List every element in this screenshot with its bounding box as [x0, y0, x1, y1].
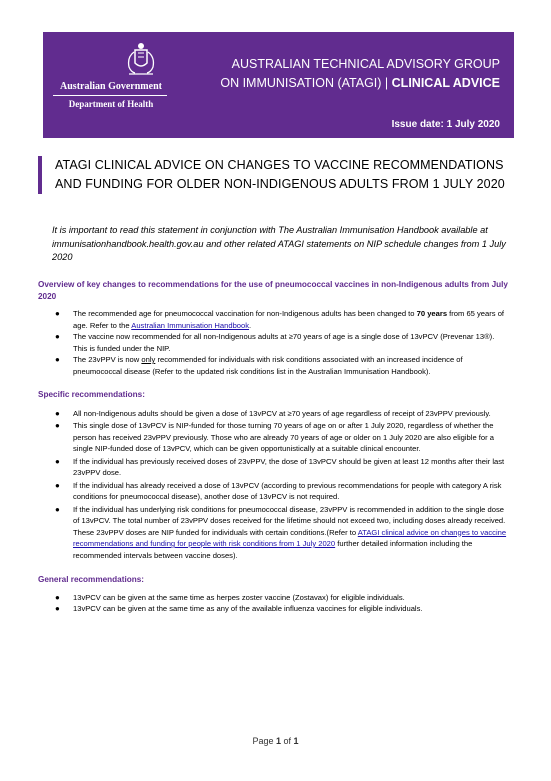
list-item [38, 408, 508, 420]
bullet-icon: ● [55, 504, 60, 514]
specific-b1-text: All non-Indigenous adults should be given a dose of 13vPCV at ≥70 years of age regardless of receipt of 23vPPV previously. [73, 408, 491, 418]
banner-title-line2 [180, 74, 500, 93]
page-title: ATAGI CLINICAL ADVICE ON CHANGES TO VACCINE RECOMMENDATIONS AND FUNDING FOR OLDER NON-INDIGENOUS ADULTS FROM 1 JULY 2020 [38, 156, 515, 194]
banner-title [180, 55, 500, 93]
specific-b5-text: If the individual has underlying risk conditions for pneumococcal disease, 23vPPV is recommended in addition to the single dose of 13vPCV. The total number of 23vPPV doses received for the lifetime should not exceed two, including doses already received. These 23vPPV doses are NIP funded for individuals with certain conditions.(Refer to [73, 504, 506, 537]
general-list [38, 592, 508, 615]
footer-page-label: Page [252, 736, 274, 746]
overview-b3-text2: recommended for individuals with risk conditions associated with an increased incidence of pneumococcal disease (Refer to the updated risk conditions list in the Australian Immunisation Handbook). [73, 355, 463, 376]
overview-b1-bold: 70 years [416, 309, 448, 318]
page-number-footer [0, 736, 551, 746]
specific-heading: Specific recommendations: [38, 390, 145, 399]
bullet-icon: ● [55, 456, 60, 466]
specific-b3-text: If the individual has previously received doses of 23vPPV, the dose of 13vPCV should be given at least 12 months after their last 23vPPV dose. [73, 456, 505, 477]
overview-b3-text: The 23vPPV is now [73, 355, 142, 364]
list-item [38, 480, 508, 503]
list-item [38, 308, 508, 331]
overview-b3-underline: only [141, 355, 156, 364]
coat-of-arms-icon [121, 40, 161, 80]
footer-of-label: of [283, 736, 292, 746]
bullet-icon: ● [55, 604, 60, 613]
list-item [38, 592, 508, 604]
specific-b4-text: If the individual has already received a dose of 13vPCV (according to previous recommendations for people with category A risk conditions for pneumococcal disease), another dose of 13vPCV is not required. [73, 480, 502, 501]
bullet-icon: ● [55, 332, 60, 341]
bullet-icon: ● [55, 480, 60, 490]
issue-date: Issue date: 1 July 2020 [391, 119, 500, 130]
list-item [38, 456, 508, 479]
banner-title-line2-part1: ON IMMUNISATION (ATAGI) | [220, 76, 389, 90]
document-body [38, 279, 508, 615]
handbook-link[interactable]: Australian Immunisation Handbook [131, 320, 250, 330]
list-item [38, 603, 508, 615]
header-banner [43, 32, 514, 138]
divider [53, 95, 167, 96]
overview-b1-text: The recommended age for pneumococcal vaccination for non-Indigenous adults has been changed to [73, 309, 417, 318]
overview-b1-end: . [249, 320, 252, 330]
general-heading: General recommendations: [38, 575, 145, 584]
intro-statement: It is important to read this statement in conjunction with The Australian Immunisation Handbook available at immunisationhandbook.health.gov.au and other related ATAGI statements on NIP schedule changes from 1 July 2020 [52, 225, 506, 262]
banner-title-clinical-advice: CLINICAL ADVICE [391, 76, 500, 90]
bullet-icon: ● [55, 355, 60, 364]
bullet-icon: ● [55, 309, 60, 318]
overview-b1-text2: from 65 years of age. Refer to the [73, 309, 505, 330]
specific-list [38, 408, 508, 562]
list-item [38, 354, 508, 377]
general-b1-text: 13vPCV can be given at the same time as herpes zoster vaccine (Zostavax) for eligible individuals. [73, 592, 405, 602]
overview-heading: Overview of key changes to recommendations for the use of pneumococcal vaccines in non-Indigenous adults from July 2020 [38, 280, 508, 301]
list-item [38, 331, 508, 354]
overview-list [38, 308, 508, 377]
banner-title-line1: AUSTRALIAN TECHNICAL ADVISORY GROUP [231, 57, 500, 71]
specific-b5-text2: further detailed information including the recommended intervals between vaccine doses). [73, 539, 473, 560]
list-item [38, 420, 508, 455]
general-b2-text: 13vPCV can be given at the same time as any of the available influenza vaccines for eligible individuals. [73, 604, 423, 613]
list-item [38, 504, 508, 562]
bullet-icon: ● [55, 592, 60, 602]
specific-b2-text: This single dose of 13vPCV is NIP-funded for those turning 70 years of age on or after 1 July 2020, regardless of whether the person has received 23vPPV previously. Those who are already 70 years of age or older on 1 July 2020 are also eligible for a single NIP-funded dose of 13vPCV, which can be given opportunistically at a suitable clinical encounter. [73, 421, 494, 453]
bullet-icon: ● [55, 421, 60, 430]
department-name: Department of Health [68, 99, 154, 109]
footer-page-number: 1 [275, 736, 281, 746]
footer-page-total: 1 [293, 736, 299, 746]
overview-b2-text: The vaccine now recommended for all non-Indigenous adults at ≥70 years of age is a single dose of 13vPCV (Prevenar 13®). This is funded under the NIP. [73, 332, 495, 353]
government-name: Australian Government [60, 81, 162, 92]
risk-conditions-advice-link[interactable]: ATAGI clinical advice on changes to vaccine recommendations and funding for people with risk conditions from 1 July 2020 [73, 527, 507, 548]
bullet-icon: ● [55, 408, 60, 418]
